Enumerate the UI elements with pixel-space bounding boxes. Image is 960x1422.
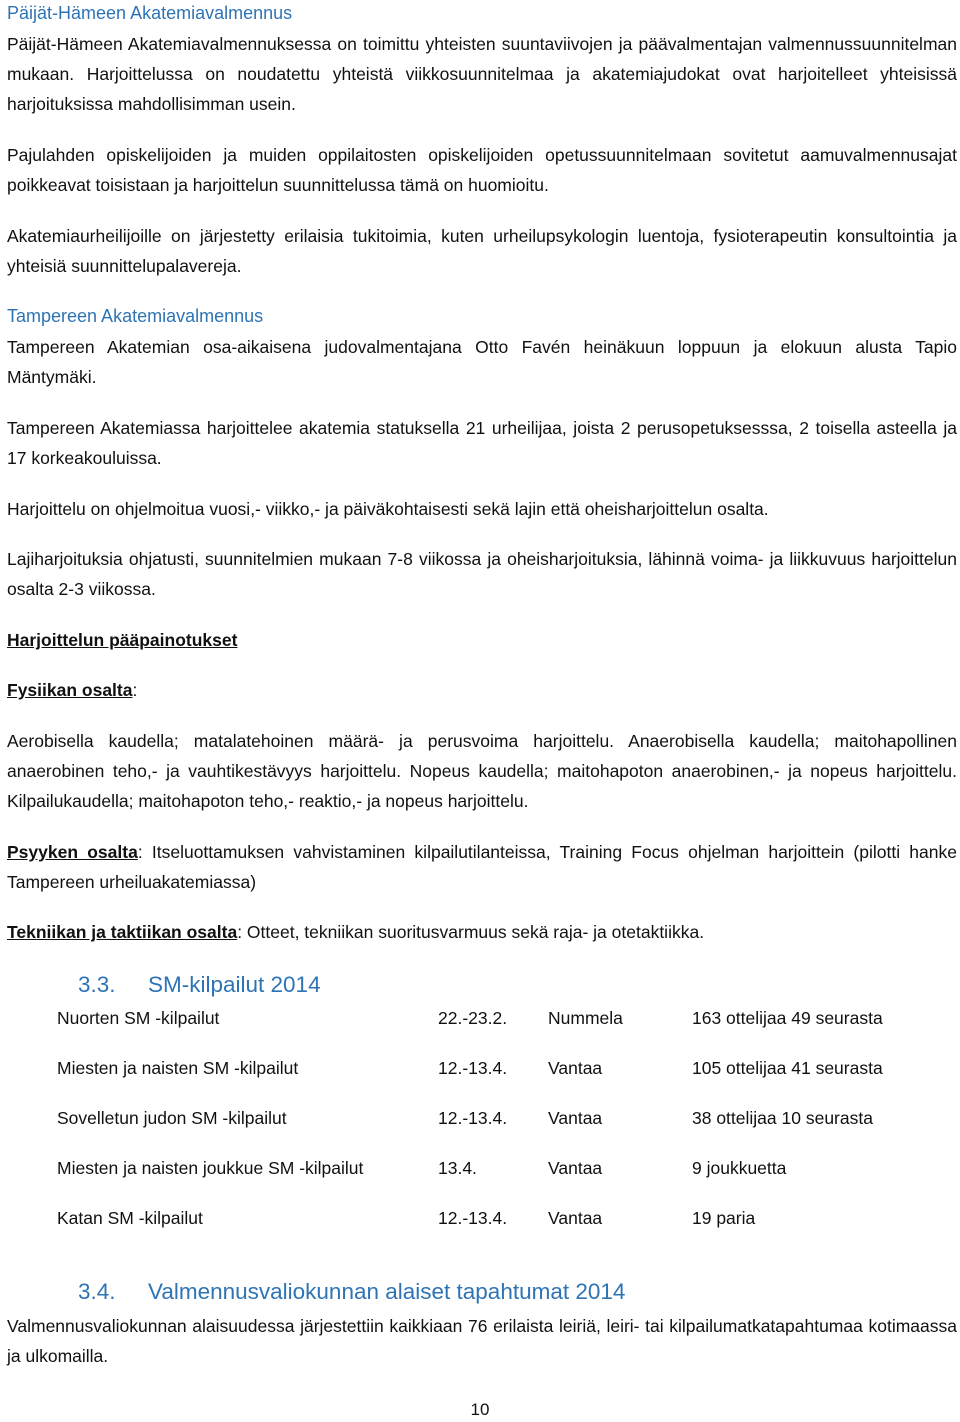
paragraph: Tampereen Akatemian osa-aikaisena judovalmentajana Otto Favén heinäkuun loppuun ja elokuun alusta Tapio Mäntymäki. (7, 337, 957, 387)
competition-date: 12.-13.4. (438, 1108, 508, 1128)
tech-label: Tekniikan ja taktiikan osalta (7, 922, 238, 942)
tech-paragraph (7, 917, 957, 947)
competition-name: Miesten ja naisten SM -kilpailut (57, 1058, 299, 1078)
tech-text: : Otteet, tekniikan suoritusvarmuus sekä raja- ja otetaktiikka. (237, 922, 705, 942)
competition-place: Vantaa (548, 1208, 603, 1228)
competition-name: Sovelletun judon SM -kilpailut (57, 1108, 287, 1128)
heading-number: 3.3. (78, 972, 116, 997)
competition-date: 22.-23.2. (438, 1008, 508, 1028)
paragraph: Aerobisella kaudella; matalatehoinen määrä- ja perusvoima harjoittelu. Anaerobisella kaudella; maitohapollinen anaerobinen teho,- ja vauhtikestävyys harjoittelu. Nopeus kaudella; maitohapoton anaerobinen,- ja nopeus harjoittelu. Kilpailukaudella; maitohapoton teho,- reaktio,- ja nopeus harjoittelu. (7, 731, 957, 811)
paragraph: Päijät-Hämeen Akatemiavalmennuksessa on toimittu yhteisten suuntaviivojen ja päävalmentajan valmennussuunnitelman mukaan. Harjoittelussa on noudatettu yhteistä viikkosuunnitelmaa ja akatemiajudokat ovat harjoitelleet yhteisissä harjoituksissa mahdollisimman usein. (7, 34, 957, 114)
physics-heading (7, 675, 957, 705)
section-title-tampere: Tampereen Akatemiavalmennus (7, 306, 264, 326)
focus-heading: Harjoittelun pääpainotukset (7, 630, 238, 650)
competition-result: 9 joukkuetta (692, 1158, 787, 1178)
paragraph: Valmennusvaliokunnan alaisuudessa järjestettiin kaikkiaan 76 erilaista leiriä, leiri- tai kilpailumatkatapahtumaa kotimaassa ja ulkomailla. (7, 1316, 957, 1366)
heading-title: SM-kilpailut 2014 (148, 972, 321, 997)
page-number: 10 (470, 1400, 490, 1419)
competition-date: 12.-13.4. (438, 1058, 508, 1078)
competition-name: Miesten ja naisten joukkue SM -kilpailut (57, 1158, 364, 1178)
psych-label: Psyyken osalta (7, 842, 138, 862)
competition-result: 19 paria (692, 1208, 756, 1228)
paragraph: Pajulahden opiskelijoiden ja muiden oppilaitosten opiskelijoiden opetussuunnitelmaan sovitetut aamuvalmennusajat poikkeavat toisistaan ja harjoittelun suunnittelussa tämä on huomioitu. (7, 145, 957, 195)
competition-place: Nummela (548, 1008, 623, 1028)
competition-result: 105 ottelijaa 41 seurasta (692, 1058, 883, 1078)
section-title-paijat: Päijät-Hämeen Akatemiavalmennus (7, 3, 293, 23)
competition-date: 13.4. (438, 1158, 477, 1178)
competition-date: 12.-13.4. (438, 1208, 508, 1228)
paragraph: Harjoittelu on ohjelmoitua vuosi,- viikko,- ja päiväkohtaisesti sekä lajin että oheisharjoittelun osalta. (7, 499, 769, 519)
competition-place: Vantaa (548, 1158, 603, 1178)
competition-place: Vantaa (548, 1058, 603, 1078)
heading-events (78, 1277, 625, 1307)
paragraph: Tampereen Akatemiassa harjoittelee akatemia statuksella 21 urheilijaa, joista 2 perusopetuksesssa, 2 toisella asteella ja 17 korkeakouluissa. (7, 418, 957, 468)
competition-result: 163 ottelijaa 49 seurasta (692, 1008, 883, 1028)
psych-paragraph (7, 837, 957, 897)
physics-label: Fysiikan osalta (7, 680, 133, 700)
heading-title: Valmennusvaliokunnan alaiset tapahtumat 2014 (148, 1279, 626, 1304)
paragraph: Lajiharjoituksia ohjatusti, suunnitelmien mukaan 7-8 viikossa ja oheisharjoituksia, lähinnä voima- ja liikkuvuus harjoittelun osalta 2-3 viikossa. (7, 549, 957, 599)
heading-sm-competitions (78, 970, 321, 1000)
competition-place: Vantaa (548, 1108, 603, 1128)
heading-number: 3.4. (78, 1279, 116, 1304)
competition-name: Nuorten SM -kilpailut (57, 1008, 220, 1028)
psych-text: : Itseluottamuksen vahvistaminen kilpailutilanteissa, Training Focus ohjelman harjoittein (pilotti hanke Tampereen urheiluakatemiassa) (7, 842, 957, 892)
competition-name: Katan SM -kilpailut (57, 1208, 203, 1228)
paragraph: Akatemiaurheilijoille on järjestetty erilaisia tukitoimia, kuten urheilupsykologin luentoja, fysioterapeutin konsultointia ja yhteisiä suunnittelupalavereja. (7, 226, 957, 276)
physics-colon: : (132, 680, 138, 700)
competition-result: 38 ottelijaa 10 seurasta (692, 1108, 873, 1128)
